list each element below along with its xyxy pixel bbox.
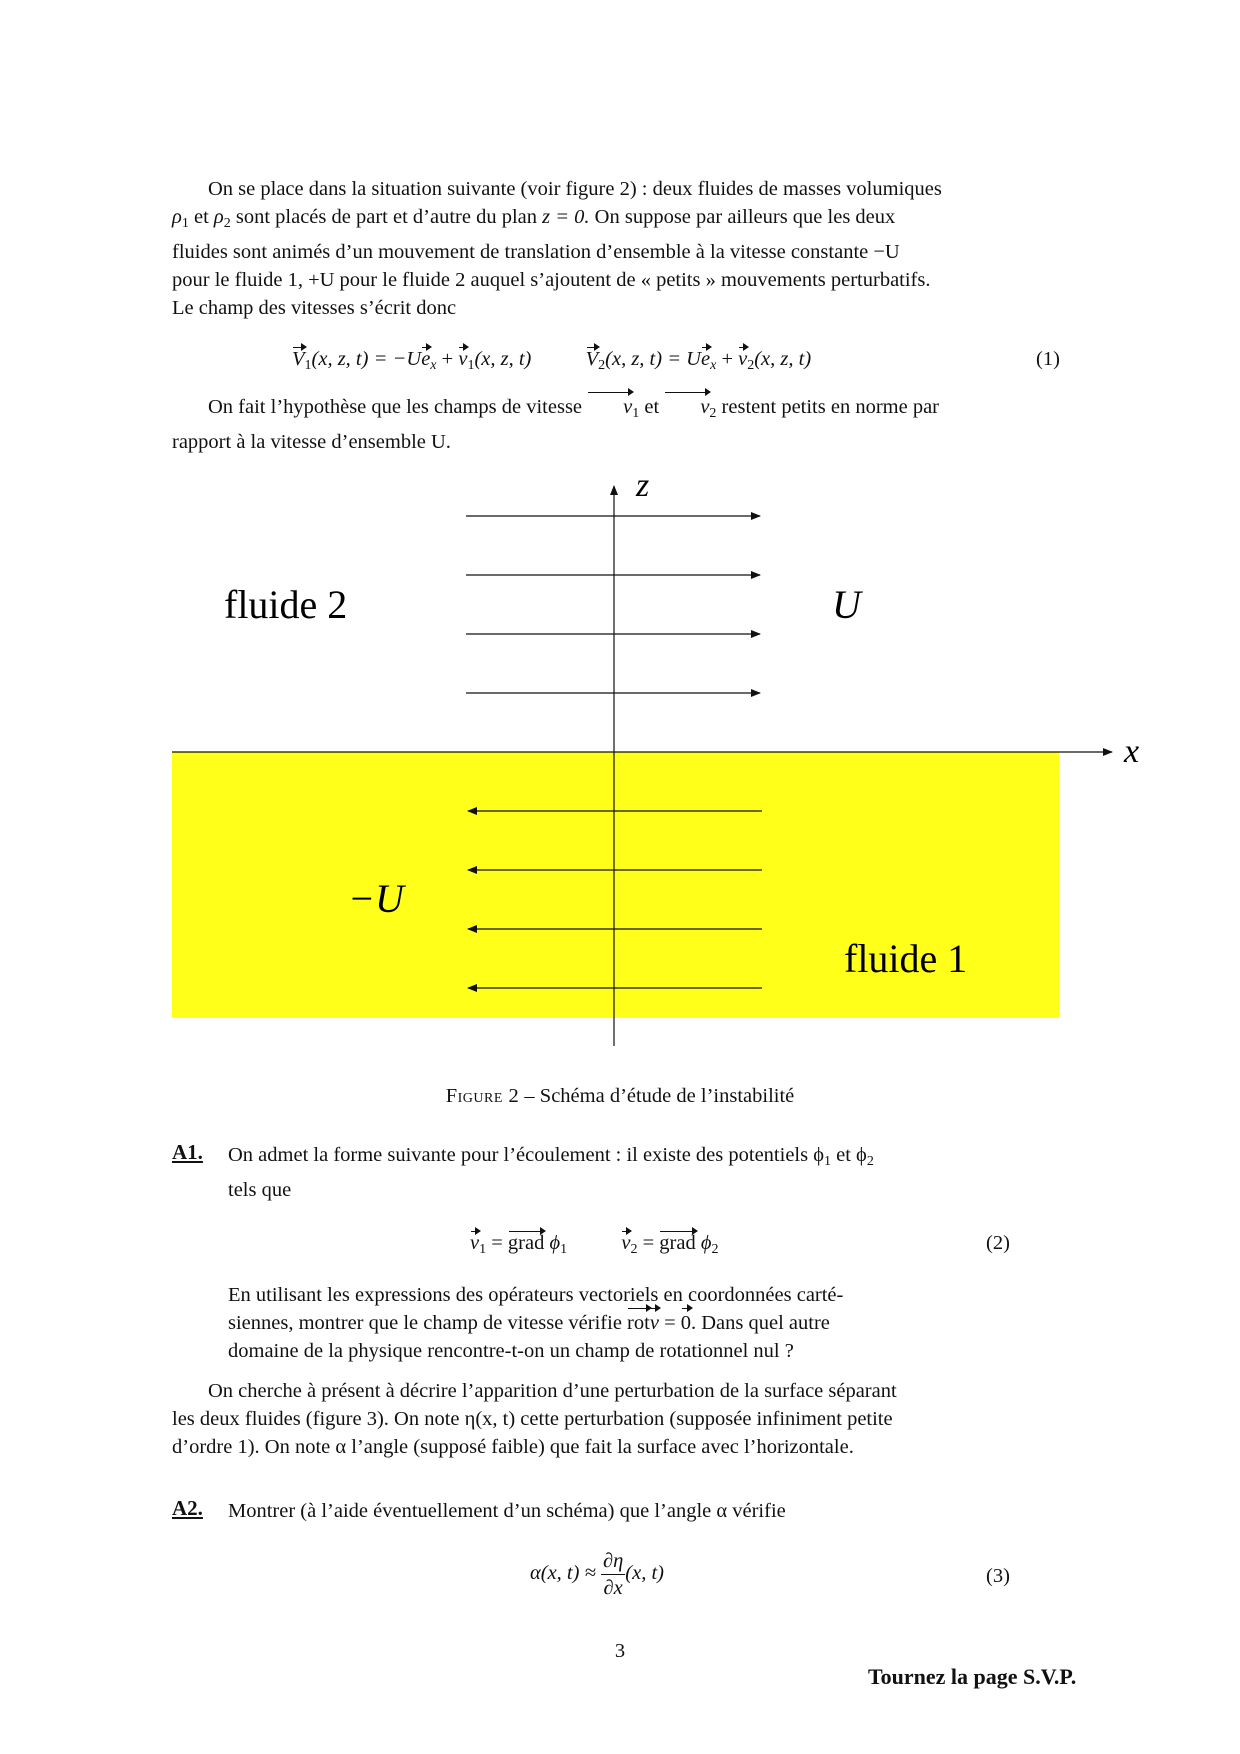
intro-line-2: $\rho_1$ et $\rho_2$ sont placés de part et d’autre du plan z = 0. On suppose par ailleurs que les deux <box>172 206 896 231</box>
figure-caption: Figure 2 – Schéma d’étude de l’instabilité <box>445 1085 795 1107</box>
lower-velocity-label: −U <box>348 876 404 921</box>
surface-line-2: les deux fluides (figure 3). On note η(x, t) cette perturbation (supposée infiniment petite <box>172 1408 893 1430</box>
equation-2: $v_1$ = grad $\phi_1$ $v_2$ = grad $\phi_2$ <box>470 1232 719 1257</box>
intro-line-1: On se place dans la situation suivante (voir figure 2) : deux fluides de masses volumiques <box>208 178 942 200</box>
surface-line-1: On cherche à présent à décrire l’apparition d’une perturbation de la surface séparant <box>208 1380 897 1402</box>
equation-1-number: (1) <box>1036 348 1060 370</box>
intro-line-4: pour le fluide 1, +U pour le fluide 2 auquel s’ajoutent de « petits » mouvements perturbatifs. <box>172 269 931 291</box>
partial-derivative-fraction: $\frac{\partial\eta}{\partial x}$ <box>602 1550 624 1599</box>
hypothesis-line-2: rapport à la vitesse d’ensemble U. <box>172 431 451 453</box>
x-axis-label: x <box>1124 733 1140 770</box>
surface-paragraph <box>172 1377 1072 1461</box>
a1-instruction-line-3: domaine de la physique rencontre-t-on un champ de rotationnel nul ? <box>228 1340 794 1362</box>
equation-3: α(x, t) ≈ $\frac{\partial\eta}{\partial x}$ (x, t) <box>530 1550 664 1599</box>
page-number: 3 <box>614 1640 626 1662</box>
question-a2-label: A2. <box>172 1496 203 1520</box>
intro-line-3: fluides sont animés d’un mouvement de translation d’ensemble à la vitesse constante −U <box>172 241 900 263</box>
a1-instruction-line-1: En utilisant les expressions des opérateurs vectoriels en coordonnées carté- <box>228 1284 844 1306</box>
equation-1: $V_1(x$, z, $t) = -Ue_x + v_1(x$, z, t) $V_2(x$, z, $t) = Ue_x + v_2(x$, z, t) <box>292 348 812 373</box>
hypothesis-line-1: On fait l’hypothèse que les champs de vitesse $v_1$ et $v_2$ restent petits en norme par <box>172 393 1072 428</box>
fluid-1-label: fluide 1 <box>844 936 968 981</box>
upper-velocity-label: U <box>832 582 861 627</box>
a1-line-2: tels que <box>228 1179 292 1201</box>
a1-line-1: On admet la forme suivante pour l’écoulement : il existe des potentiels $\phi_1$ et $\phi_2$ <box>228 1144 874 1169</box>
turn-page-note: Tournez la page S.V.P. <box>868 1664 1077 1689</box>
a1-instruction-line-2: siennes, montrer que le champ de vitesse vérifie rotv = 0. Dans quel autre <box>228 1309 1018 1337</box>
question-a1-label: A1. <box>172 1140 203 1164</box>
question-a2-text: Montrer (à l’aide éventuellement d’un schéma) que l’angle α vérifie <box>228 1500 786 1522</box>
question-a1-instruction <box>228 1281 1018 1365</box>
fluid-2-label: fluide 2 <box>224 582 348 627</box>
z-axis-label: z <box>636 467 650 504</box>
equation-2-number: (2) <box>986 1232 1010 1254</box>
equation-3-number: (3) <box>986 1565 1010 1587</box>
question-a1-text <box>228 1141 1018 1204</box>
surface-line-3: d’ordre 1). On note α l’angle (supposé faible) que fait la surface avec l’horizontale. <box>172 1436 854 1458</box>
intro-line-5: Le champ des vitesses s’écrit donc <box>172 297 457 319</box>
